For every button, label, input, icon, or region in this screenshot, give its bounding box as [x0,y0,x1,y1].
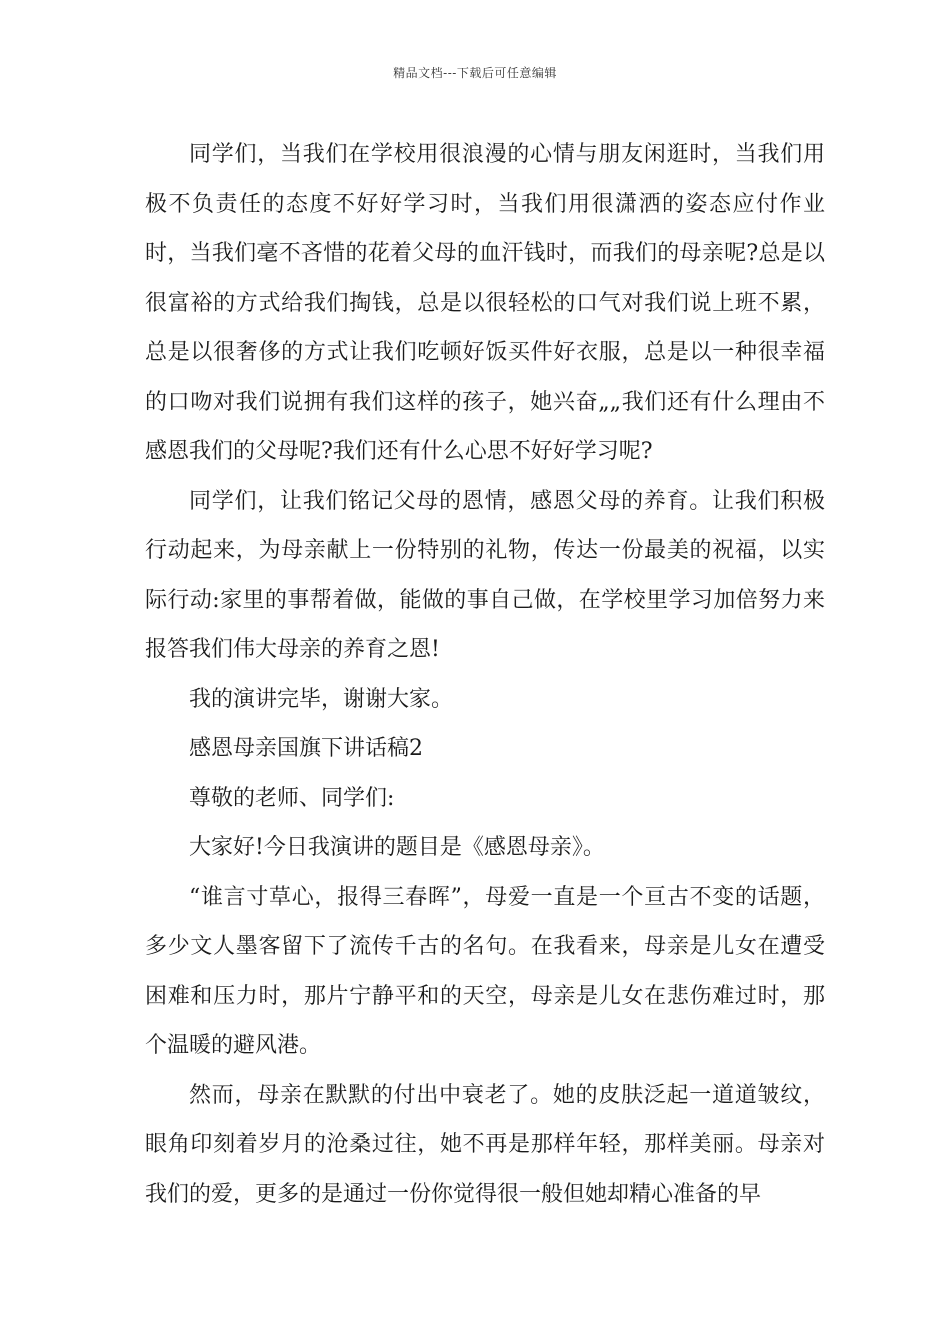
paragraph-8: 然而，母亲在默默的付出中衰老了。她的皮肤泛起一道道皱纹，眼角印刻着岁月的沧桑过往，她不再是那样年轻，那样美丽。母亲对我们的爱，更多的是通过一份你觉得很一般但她却精心准备的早 [145,1082,825,1207]
paragraph-2: 同学们，让我们铭记父母的恩情，感恩父母的养育。让我们积极行动起来，为母亲献上一份特别的礼物，传达一份最美的祝福，以实际行动:家里的事帮着做，能做的事自己做，在学校里学习加倍努力来报答我们伟大母亲的养育之恩! [145,488,825,662]
greeting: 大家好!今日我演讲的题目是《感恩母亲》。 [189,835,605,860]
section-title: 感恩母亲国旗下讲话稿2 [189,736,423,761]
page-header: 精品文档---下载后可任意编辑 [393,66,557,80]
document-body [145,130,825,1219]
salutation: 尊敬的老师、同学们: [189,785,395,811]
paragraph-7: “谁言寸草心，报得三春晖”，母爱一直是一个亘古不变的话题，多少文人墨客留下了流传千古的名句。在我看来，母亲是儿女在遭受困难和压力时，那片宁静平和的天空，母亲是儿女在悲伤难过时，那个温暖的避风港。 [145,884,825,1058]
paragraph-3: 我的演讲完毕，谢谢大家。 [189,686,454,712]
paragraph-1: 同学们，当我们在学校用很浪漫的心情与朋友闲逛时，当我们用极不负责任的态度不好好学习时，当我们用很潇洒的姿态应付作业时，当我们毫不吝惜的花着父母的血汗钱时，而我们的母亲呢?总是以很富裕的方式给我们掏钱，总是以很轻松的口气对我们说上班不累，总是以很奢侈的方式让我们吃顿好饭买件好衣服，总是以一种很幸福的口吻对我们说拥有我们这样的孩子，她兴奋„„我们还有什么理由不感恩我们的父母呢?我们还有什么心思不好好学习呢? [145,142,825,464]
